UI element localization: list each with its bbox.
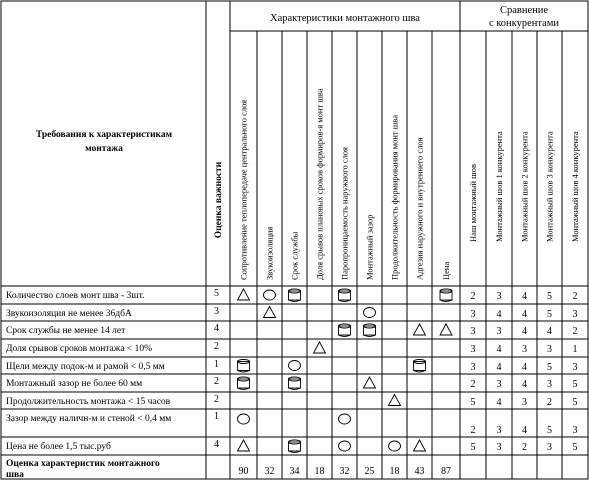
competitor-score-r6-c4: 3 <box>547 379 552 390</box>
importance-value-4: 2 <box>214 341 219 352</box>
relation-r8-c5-circle-icon <box>339 414 351 424</box>
characteristics-group-header: Характеристики монтажного шва <box>270 13 420 24</box>
competitor-score-r4-c4: 3 <box>547 344 552 355</box>
competitor-score-r1-c4: 5 <box>547 291 552 302</box>
requirement-row-9: Цена не более 1,5 тыс.руб <box>6 442 111 452</box>
competitor-score-r5-c5: 3 <box>572 362 578 373</box>
competitor-score-r8-c3: 4 <box>522 425 527 436</box>
total-value-4: 18 <box>314 466 325 477</box>
requirement-row-3: Срок службы не менее 14 лет <box>6 326 126 336</box>
competitor-score-r5-c1: 3 <box>470 362 476 373</box>
total-value-3: 34 <box>289 466 300 477</box>
total-value-6: 25 <box>364 466 375 477</box>
competitor-score-r9-c5: 5 <box>572 442 578 453</box>
relation-r2-c6-circle-icon <box>364 308 376 318</box>
competitors-group-header-line2: с конкурентами <box>488 18 560 29</box>
competitor-score-r9-c3: 2 <box>522 442 527 453</box>
competitor-score-r6-c5: 5 <box>572 379 578 390</box>
competitor-score-r7-c5: 5 <box>572 397 578 408</box>
total-value-1: 90 <box>238 466 249 477</box>
relation-r6-c1-cylinder-icon <box>238 377 250 390</box>
requirement-row-4: Доля срывов сроков монтажа < 10% <box>6 344 153 354</box>
requirement-row-8: Зазор между наличн-м и стеной < 0,4 мм <box>6 414 172 424</box>
competitor-score-r9-c2: 3 <box>496 442 502 453</box>
importance-value-6: 2 <box>214 376 219 387</box>
characteristic-label-6: Монтажный зазор <box>364 214 375 280</box>
relation-r2-c2-triangle-icon <box>264 307 276 318</box>
competitor-score-r3-c5: 2 <box>572 326 578 337</box>
competitor-score-r8-c4: 5 <box>547 425 552 436</box>
characteristic-label-2: Звукоизоляция <box>264 226 275 280</box>
relation-r3-c5-cylinder-icon <box>339 324 351 337</box>
relation-r6-c3-cylinder-icon <box>289 377 301 390</box>
competitor-score-r7-c2: 4 <box>496 397 502 408</box>
competitor-score-r1-c5: 2 <box>572 291 578 302</box>
characteristic-label-9: Цена <box>441 261 451 280</box>
importance-value-5: 1 <box>214 359 219 370</box>
relation-r9-c5-circle-icon <box>339 441 351 451</box>
competitor-score-r8-c1: 2 <box>470 425 476 436</box>
importance-value-8: 1 <box>214 411 219 422</box>
relation-r9-c1-triangle-icon <box>238 440 250 451</box>
total-value-8: 43 <box>414 466 425 477</box>
relation-r3-c8-triangle-icon <box>414 324 426 335</box>
competitor-score-r6-c2: 3 <box>496 379 502 390</box>
relation-r5-c8-cylinder-icon <box>414 360 426 373</box>
competitor-score-r7-c4: 2 <box>547 397 552 408</box>
competitor-score-r5-c3: 4 <box>522 362 527 373</box>
total-value-7: 18 <box>389 466 400 477</box>
total-value-2: 32 <box>264 466 275 477</box>
relation-r3-c9-triangle-icon <box>440 324 452 335</box>
characteristic-label-4: Доля срывов плановых сроков формиров-я монт шва <box>314 88 325 280</box>
total-value-5: 32 <box>339 466 350 477</box>
characteristic-label-7: Продолжительность формирования монт шва <box>389 115 400 280</box>
competitor-score-r3-c1: 3 <box>470 326 476 337</box>
competitor-label-5: Монтажный шов 4 конкурента <box>570 131 580 242</box>
relation-r9-c8-triangle-icon <box>414 440 426 451</box>
competitor-score-r2-c1: 3 <box>470 309 476 320</box>
characteristic-label-1: Сопротивление теплопередаче центрального слоя <box>238 99 249 280</box>
competitor-score-r3-c3: 4 <box>522 326 527 337</box>
competitor-score-r4-c1: 3 <box>470 344 476 355</box>
relation-r5-c3-circle-icon <box>289 361 301 371</box>
competitor-score-r9-c1: 5 <box>470 442 476 453</box>
relation-r9-c7-circle-icon <box>389 441 401 451</box>
competitors-group-header: Сравнение <box>499 5 549 16</box>
characteristic-label-5: Паропроницаемость наружного слоя <box>339 147 350 280</box>
competitor-score-r4-c2: 4 <box>496 344 502 355</box>
relation-r4-c4-triangle-icon <box>314 342 326 353</box>
importance-value-9: 4 <box>214 439 219 450</box>
competitor-score-r2-c4: 5 <box>547 309 552 320</box>
requirements-header-line2: монтажа <box>85 144 123 154</box>
competitor-score-r8-c5: 3 <box>572 425 578 436</box>
competitor-score-r6-c3: 4 <box>522 379 527 390</box>
competitor-label-1: Наш монтажный шов <box>468 164 478 242</box>
competitor-score-r5-c2: 4 <box>496 362 502 373</box>
requirement-row-7: Продолжительность монтажа < 15 часов <box>6 397 171 407</box>
competitor-score-r1-c1: 2 <box>470 291 476 302</box>
competitor-label-2: Монтажный шов 1 конкурента <box>494 131 504 242</box>
relation-r7-c7-triangle-icon <box>389 395 401 406</box>
competitor-score-r6-c1: 2 <box>470 379 476 390</box>
importance-value-3: 4 <box>214 323 219 334</box>
competitor-score-r7-c3: 3 <box>522 397 527 408</box>
requirement-row-1: Количество слоев монт шва - 3шт. <box>6 291 145 301</box>
competitor-label-4: Монтажный шов 3 конкурента <box>544 131 555 242</box>
competitor-score-r2-c3: 4 <box>522 309 527 320</box>
relation-r5-c1-cylinder-icon <box>238 360 250 373</box>
competitor-score-r9-c4: 3 <box>547 442 552 453</box>
importance-value-7: 2 <box>214 394 219 405</box>
relation-r1-c3-cylinder-icon <box>289 289 301 302</box>
competitor-score-r2-c5: 3 <box>572 309 578 320</box>
competitor-score-r2-c2: 4 <box>496 309 502 320</box>
competitor-score-r1-c3: 4 <box>522 291 527 302</box>
importance-value-1: 5 <box>214 288 219 299</box>
importance-value-2: 3 <box>214 306 219 317</box>
competitor-score-r8-c2: 3 <box>496 425 502 436</box>
requirement-row-2: Звукоизоляция не менее 36дбА <box>6 309 132 319</box>
competitor-score-r1-c2: 3 <box>496 291 502 302</box>
requirement-row-5: Щели между подок-м и рамой < 0,5 мм <box>6 362 165 372</box>
relation-r1-c5-cylinder-icon <box>339 289 351 302</box>
characteristic-label-8: Адгезия наружного и внутреннего слоя <box>414 137 425 280</box>
competitor-score-r7-c1: 5 <box>470 397 476 408</box>
competitor-label-3: Монтажный шов 2 конкурента <box>519 131 530 242</box>
requirements-header: Требования к характеристикам <box>35 130 173 140</box>
importance-header: Оценка важности <box>214 161 224 239</box>
relation-r3-c6-cylinder-icon <box>364 324 376 337</box>
competitor-score-r4-c5: 1 <box>572 344 578 355</box>
relation-r1-c2-circle-icon <box>264 290 276 300</box>
relation-r9-c3-cylinder-icon <box>289 440 301 453</box>
totals-label: Оценка характеристик монтажного <box>6 459 160 469</box>
competitor-score-r4-c3: 3 <box>522 344 527 355</box>
relation-r1-c9-cylinder-icon <box>440 289 452 302</box>
relation-r6-c6-triangle-icon <box>364 377 376 388</box>
characteristic-label-3: Срок службы <box>289 231 300 280</box>
requirement-row-6: Монтажный зазор не более 60 мм <box>6 379 143 389</box>
competitor-score-r3-c2: 3 <box>496 326 502 337</box>
totals-label-line2: шва <box>6 470 24 480</box>
competitor-score-r5-c4: 5 <box>547 362 552 373</box>
total-value-9: 87 <box>441 466 451 477</box>
relation-r1-c1-triangle-icon <box>238 289 250 300</box>
competitor-score-r3-c4: 4 <box>547 326 552 337</box>
relation-r8-c1-circle-icon <box>238 414 250 424</box>
